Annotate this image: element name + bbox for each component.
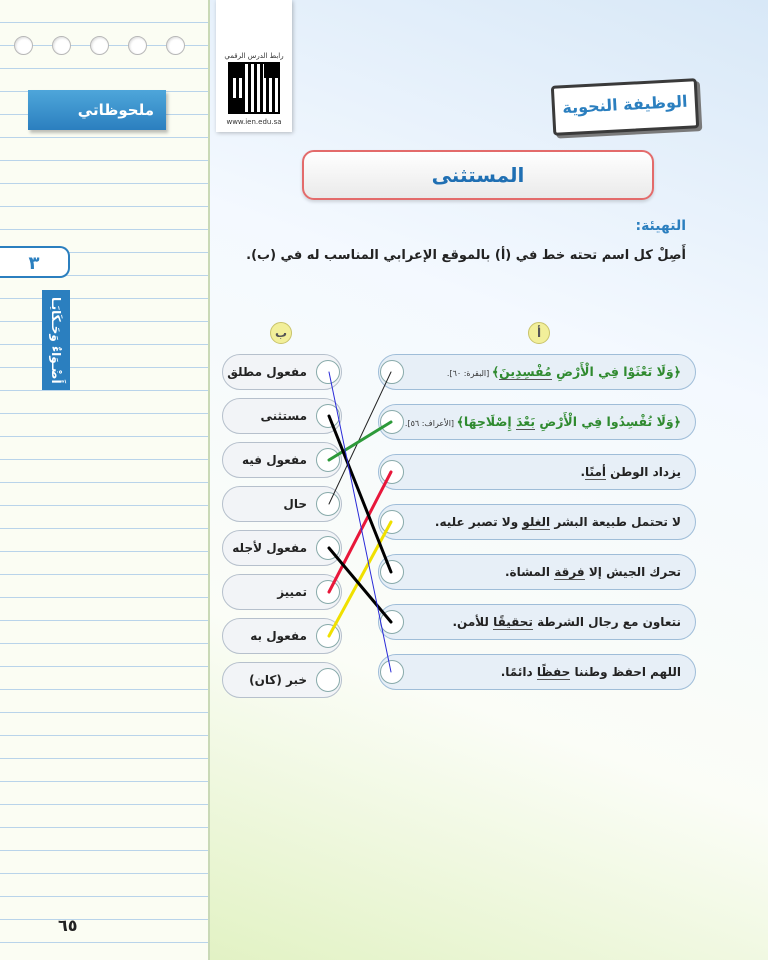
- column-a-text: [435, 505, 681, 539]
- column-b-head: ب: [270, 322, 292, 344]
- column-b-label: تمييز: [277, 585, 307, 599]
- sentence-part: ﴾: [491, 364, 500, 379]
- sentence-part: إِصْلَاحِهَا﴾: [456, 414, 517, 429]
- column-b-label: خبر (كان): [249, 673, 307, 687]
- sentence-part: دائمًا.: [500, 665, 537, 679]
- radio-circle-icon[interactable]: [380, 660, 404, 684]
- warmup-label: التهيئة:: [635, 218, 686, 234]
- column-a-item[interactable]: [378, 354, 696, 390]
- column-a-text: [505, 555, 681, 589]
- radio-circle-icon[interactable]: [316, 360, 340, 384]
- column-a-item[interactable]: [378, 504, 696, 540]
- column-b-item[interactable]: [222, 398, 342, 434]
- page-number: ٦٥: [58, 916, 78, 935]
- radio-circle-icon[interactable]: [380, 560, 404, 584]
- instruction-text: أَصِلْ كل اسم تحته خط في (أ) بالموقع الإعرابي المناسب له في (ب).: [246, 248, 686, 263]
- unit-number: ٣: [0, 246, 70, 278]
- sentence-part: تحرك الجيش إلا: [584, 565, 681, 579]
- column-a-text: [501, 655, 681, 689]
- column-a-item[interactable]: [378, 604, 696, 640]
- qr-label: رابط الدرس الرقمي: [224, 52, 284, 60]
- radio-circle-icon[interactable]: [316, 448, 340, 472]
- column-b-item[interactable]: [222, 442, 342, 478]
- qr-code-icon[interactable]: [230, 64, 278, 112]
- sentence-part: اللهم احفظ وطننا: [570, 665, 681, 679]
- column-b-label: مفعول به: [250, 629, 307, 643]
- underlined-word: تحقيقًا: [493, 615, 533, 629]
- column-b-item[interactable]: [222, 354, 342, 390]
- citation: [البقرة: ٦٠].: [446, 369, 492, 378]
- match-line: [329, 372, 391, 504]
- column-a-head: أ: [528, 322, 550, 344]
- radio-circle-icon[interactable]: [380, 460, 404, 484]
- unit-title: أَضْـوَاءٌ وَحَـكَايَـا: [42, 290, 70, 390]
- section-label: الوظيفة النحوية: [551, 78, 699, 136]
- column-a-text: [405, 405, 681, 439]
- column-a-item[interactable]: [378, 554, 696, 590]
- underlined-word: مُفْسِدِينَ: [499, 364, 552, 379]
- column-b-label: مستثنى: [260, 409, 307, 423]
- ring-hole-icon: [166, 36, 185, 55]
- radio-circle-icon[interactable]: [316, 624, 340, 648]
- radio-circle-icon[interactable]: [380, 610, 404, 634]
- sentence-part: ﴿وَلَا تَعْثَوْا فِي الْأَرْضِ: [551, 364, 681, 379]
- radio-circle-icon[interactable]: [316, 580, 340, 604]
- radio-circle-icon[interactable]: [316, 536, 340, 560]
- column-a-text: [452, 605, 681, 639]
- sentence-part: يزداد الوطن: [606, 465, 681, 479]
- notes-column: [0, 0, 210, 960]
- notes-header: ملحوظاتي: [28, 90, 166, 130]
- sentence-part: للأمن.: [452, 615, 494, 629]
- citation: [الأعراف: ٥٦].: [404, 419, 457, 428]
- radio-circle-icon[interactable]: [380, 410, 404, 434]
- underlined-word: حفظًا: [536, 665, 571, 679]
- column-b-label: مفعول لأجله: [232, 541, 307, 555]
- underlined-word: بَعْدَ: [516, 414, 536, 429]
- column-b-label: مفعول مطلق: [227, 365, 307, 379]
- column-a-text: [447, 355, 681, 389]
- ring-hole-icon: [90, 36, 109, 55]
- qr-card[interactable]: [216, 0, 292, 132]
- column-b-item[interactable]: [222, 486, 342, 522]
- sentence-part: نتعاون مع رجال الشرطة: [532, 615, 681, 629]
- lesson-title: المستثنى: [302, 150, 654, 200]
- sentence-part: ﴿وَلَا تُفْسِدُوا فِي الْأَرْضِ: [535, 414, 681, 429]
- sentence-part: .: [580, 465, 586, 479]
- column-a-text: [580, 455, 681, 489]
- radio-circle-icon[interactable]: [380, 510, 404, 534]
- ring-hole-icon: [52, 36, 71, 55]
- underlined-word: الغلو: [522, 515, 551, 529]
- ring-hole-icon: [14, 36, 33, 55]
- column-a-item[interactable]: [378, 454, 696, 490]
- underlined-word: أمنًا: [585, 465, 606, 479]
- radio-circle-icon[interactable]: [380, 360, 404, 384]
- sentence-part: المشاة.: [505, 565, 555, 579]
- column-a-item[interactable]: [378, 404, 696, 440]
- column-b-item[interactable]: [222, 618, 342, 654]
- ring-hole-icon: [128, 36, 147, 55]
- sentence-part: لا تحتمل طبيعة البشر: [550, 515, 681, 529]
- column-b-item[interactable]: [222, 662, 342, 698]
- radio-circle-icon[interactable]: [316, 492, 340, 516]
- column-b-item[interactable]: [222, 574, 342, 610]
- column-a-item[interactable]: [378, 654, 696, 690]
- lesson-page: [210, 0, 768, 960]
- radio-circle-icon[interactable]: [316, 668, 340, 692]
- sentence-part: ولا تصبر عليه.: [434, 515, 523, 529]
- column-b-label: مفعول فيه: [242, 453, 307, 467]
- column-b-label: حال: [283, 497, 307, 511]
- qr-url[interactable]: www.ien.edu.sa: [226, 118, 282, 126]
- radio-circle-icon[interactable]: [316, 404, 340, 428]
- underlined-word: فرقة: [554, 565, 585, 579]
- column-b-item[interactable]: [222, 530, 342, 566]
